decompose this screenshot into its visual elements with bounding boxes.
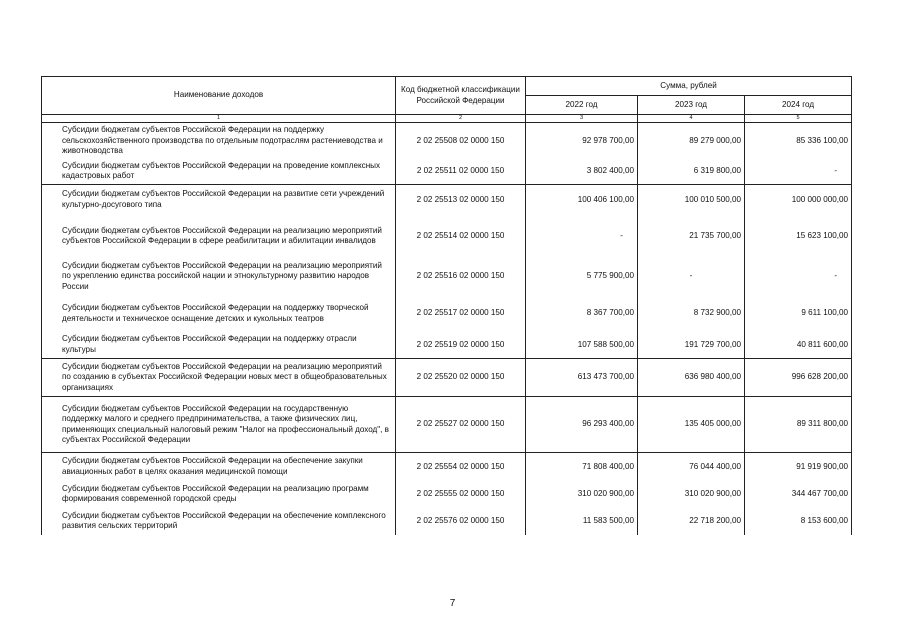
- classification-code: 2 02 25576 02 0000 150: [396, 508, 526, 535]
- table-row: [42, 296, 852, 332]
- classification-code: 2 02 25508 02 0000 150: [396, 123, 526, 159]
- amount-2023: 8 732 900,00: [638, 296, 745, 332]
- classification-code: 2 02 25511 02 0000 150: [396, 159, 526, 185]
- amount-2024: 344 467 700,00: [745, 481, 852, 508]
- revenue-name: Субсидии бюджетам субъектов Российской Федерации на обеспечение закупки авиационных работ в целях оказания медицинской помощи: [42, 453, 396, 481]
- revenue-name: Субсидии бюджетам субъектов Российской Федерации на поддержку сельскохозяйственного производства по отдельным подотраслям растениеводства и животноводства: [42, 123, 396, 159]
- amount-2022: 100 406 100,00: [526, 185, 638, 215]
- table-row: [42, 258, 852, 296]
- amount-2022: 3 802 400,00: [526, 159, 638, 185]
- revenue-name: Субсидии бюджетам субъектов Российской Федерации на государственную поддержку малого и среднего предпринимательства, а также физических лиц, применяющих специальный налоговый режим "Налог на профессиональный доход", в субъектах Российской Федерации: [42, 397, 396, 453]
- amount-2022: 613 473 700,00: [526, 359, 638, 397]
- header-name: Наименование доходов: [42, 77, 396, 115]
- classification-code: 2 02 25513 02 0000 150: [396, 185, 526, 215]
- amount-2024: -: [745, 258, 852, 296]
- amount-2024: 89 311 800,00: [745, 397, 852, 453]
- amount-2023: 21 735 700,00: [638, 215, 745, 258]
- revenue-name: Субсидии бюджетам субъектов Российской Федерации на реализацию мероприятий по созданию в субъектах Российской Федерации новых мест в общеобразовательных организациях: [42, 359, 396, 397]
- classification-code: 2 02 25520 02 0000 150: [396, 359, 526, 397]
- amount-2024: 15 623 100,00: [745, 215, 852, 258]
- revenue-name: Субсидии бюджетам субъектов Российской Федерации на реализацию мероприятий по укреплению единства российской нации и этнокультурному развитию народов России: [42, 258, 396, 296]
- amount-2023: 6 319 800,00: [638, 159, 745, 185]
- amount-2022: 96 293 400,00: [526, 397, 638, 453]
- amount-2023: 191 729 700,00: [638, 332, 745, 359]
- amount-2024: 91 919 900,00: [745, 453, 852, 481]
- amount-2022: 107 588 500,00: [526, 332, 638, 359]
- table-row: [42, 123, 852, 159]
- header-year-2022: 2022 год: [526, 96, 638, 115]
- header-sum: Сумма, рублей: [526, 77, 852, 96]
- amount-2024: 8 153 600,00: [745, 508, 852, 535]
- amount-2022: 11 583 500,00: [526, 508, 638, 535]
- header-year-2023: 2023 год: [638, 96, 745, 115]
- amount-2022: 310 020 900,00: [526, 481, 638, 508]
- table-row: [42, 332, 852, 359]
- table-row: [42, 508, 852, 535]
- classification-code: 2 02 25527 02 0000 150: [396, 397, 526, 453]
- classification-code: 2 02 25554 02 0000 150: [396, 453, 526, 481]
- revenue-name: Субсидии бюджетам субъектов Российской Федерации на развитие сети учреждений культурно-досугового типа: [42, 185, 396, 215]
- classification-code: 2 02 25514 02 0000 150: [396, 215, 526, 258]
- column-number: 1: [42, 115, 396, 123]
- classification-code: 2 02 25517 02 0000 150: [396, 296, 526, 332]
- revenue-name: Субсидии бюджетам субъектов Российской Федерации на реализацию мероприятий субъектов Российской Федерации в сфере реабилитации и абилитации инвалидов: [42, 215, 396, 258]
- classification-code: 2 02 25516 02 0000 150: [396, 258, 526, 296]
- amount-2024: 996 628 200,00: [745, 359, 852, 397]
- amount-2023: 636 980 400,00: [638, 359, 745, 397]
- amount-2023: 310 020 900,00: [638, 481, 745, 508]
- amount-2022: 71 808 400,00: [526, 453, 638, 481]
- amount-2022: -: [526, 215, 638, 258]
- amount-2022: 92 978 700,00: [526, 123, 638, 159]
- table-row: [42, 397, 852, 453]
- page-number: 7: [449, 598, 456, 609]
- amount-2023: 135 405 000,00: [638, 397, 745, 453]
- column-number: 2: [396, 115, 526, 123]
- amount-2023: 89 279 000,00: [638, 123, 745, 159]
- amount-2024: -: [745, 159, 852, 185]
- table-body: [42, 123, 852, 535]
- column-number-row: [42, 115, 852, 123]
- table-row: [42, 185, 852, 215]
- amount-2023: 22 718 200,00: [638, 508, 745, 535]
- table-row: [42, 359, 852, 397]
- amount-2024: 40 811 600,00: [745, 332, 852, 359]
- amount-2023: -: [638, 258, 745, 296]
- table-row: [42, 215, 852, 258]
- header-year-2024: 2024 год: [745, 96, 852, 115]
- amount-2022: 5 775 900,00: [526, 258, 638, 296]
- amount-2023: 100 010 500,00: [638, 185, 745, 215]
- amount-2024: 85 336 100,00: [745, 123, 852, 159]
- classification-code: 2 02 25519 02 0000 150: [396, 332, 526, 359]
- revenue-name: Субсидии бюджетам субъектов Российской Федерации на проведение комплексных кадастровых работ: [42, 159, 396, 185]
- table-row: [42, 481, 852, 508]
- revenue-name: Субсидии бюджетам субъектов Российской Федерации на поддержку творческой деятельности и техническое оснащение детских и кукольных театров: [42, 296, 396, 332]
- table-row: [42, 453, 852, 481]
- amount-2024: 9 611 100,00: [745, 296, 852, 332]
- column-number: 4: [638, 115, 745, 123]
- column-number: 3: [526, 115, 638, 123]
- revenue-name: Субсидии бюджетам субъектов Российской Федерации на обеспечение комплексного развития сельских территорий: [42, 508, 396, 535]
- revenue-table: [41, 76, 852, 535]
- revenue-name: Субсидии бюджетам субъектов Российской Федерации на поддержку отрасли культуры: [42, 332, 396, 359]
- amount-2022: 8 367 700,00: [526, 296, 638, 332]
- amount-2024: 100 000 000,00: [745, 185, 852, 215]
- table-header: [42, 77, 852, 123]
- table-row: [42, 159, 852, 185]
- amount-2023: 76 044 400,00: [638, 453, 745, 481]
- revenue-name: Субсидии бюджетам субъектов Российской Федерации на реализацию программ формирования современной городской среды: [42, 481, 396, 508]
- classification-code: 2 02 25555 02 0000 150: [396, 481, 526, 508]
- header-code: Код бюджетной классификации Российской Федерации: [396, 77, 526, 115]
- column-number: 5: [745, 115, 852, 123]
